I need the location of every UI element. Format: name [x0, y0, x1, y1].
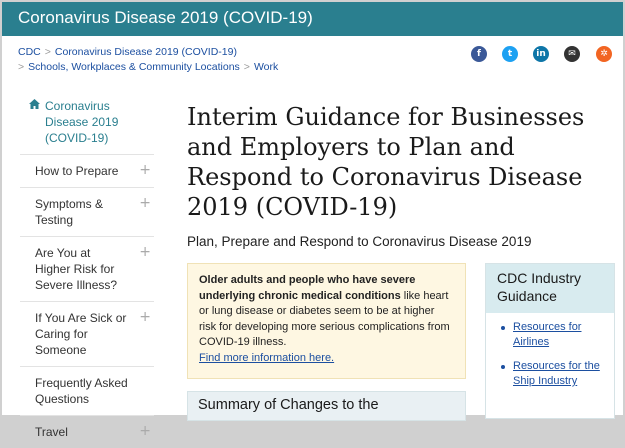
sidebar-item-higher-risk[interactable] [20, 237, 154, 302]
high-risk-callout [187, 263, 466, 379]
sidebar-nav [20, 92, 154, 448]
sidebar-item-label: Symptoms & Testing [35, 197, 104, 227]
breadcrumb-separator: > [44, 46, 51, 58]
list-item [498, 359, 602, 389]
page-title: Interim Guidance for Businesses and Employers to Plan and Respond to Coronavirus Disease 2019 (COVID-19) [187, 103, 585, 221]
twitter-icon[interactable]: t [502, 46, 518, 62]
list-item [498, 320, 602, 350]
syndicate-icon[interactable]: ✲ [596, 46, 612, 62]
sidebar-item-how-to-prepare[interactable] [20, 155, 154, 188]
breadcrumb-schools[interactable]: Schools, Workplaces & Community Locations [28, 61, 240, 73]
home-icon [29, 99, 40, 109]
page-frame [2, 2, 623, 439]
breadcrumb-separator: > [243, 61, 250, 73]
sidebar-item-label: How to Prepare [35, 164, 119, 178]
expand-plus-icon[interactable]: + [139, 309, 151, 325]
sidebar-item-label: Frequently Asked Questions [35, 376, 128, 406]
breadcrumb [18, 45, 278, 75]
sidebar-item-if-sick[interactable] [20, 302, 154, 367]
expand-plus-icon[interactable]: + [139, 162, 151, 178]
ship-industry-resources-link[interactable]: Resources for the Ship Industry [513, 360, 600, 387]
sidebar-item-home[interactable] [20, 92, 154, 155]
sidebar-home-label: Coronavirus Disease 2019 (COVID-19) [45, 99, 119, 145]
sidebar-item-travel[interactable] [20, 416, 154, 448]
airlines-resources-link[interactable]: Resources for Airlines [513, 321, 582, 348]
sidebar-item-label: Are You at Higher Risk for Severe Illness? [35, 246, 118, 292]
industry-guidance-list [486, 313, 614, 389]
sidebar-item-faq[interactable] [20, 367, 154, 416]
expand-plus-icon[interactable]: + [139, 195, 151, 211]
email-icon[interactable]: ✉ [564, 46, 580, 62]
facebook-icon[interactable]: f [471, 46, 487, 62]
sidebar-item-label: If You Are Sick or Caring for Someone [35, 311, 127, 357]
breadcrumb-cdc[interactable]: CDC [18, 46, 41, 58]
site-title[interactable]: Coronavirus Disease 2019 (COVID-19) [18, 8, 313, 27]
callout-bold-text: Older adults and people who have severe underlying chronic medical conditions [199, 274, 416, 302]
breadcrumb-covid19[interactable]: Coronavirus Disease 2019 (COVID-19) [54, 46, 237, 58]
callout-text: like heart or lung disease or diabetes seem to be at higher risk for developing more serious complications from COVID-19 illness. [199, 289, 450, 348]
linkedin-icon[interactable]: in [533, 46, 549, 62]
summary-of-changes-heading[interactable]: Summary of Changes to the [187, 391, 466, 421]
industry-guidance-title: CDC Industry Guidance [486, 264, 614, 313]
breadcrumb-separator: > [18, 61, 25, 73]
industry-guidance-panel [485, 263, 615, 419]
sidebar-item-label: Travel [35, 425, 68, 439]
expand-plus-icon[interactable]: + [139, 423, 151, 439]
callout-more-info-link[interactable]: Find more information here. [199, 351, 335, 364]
expand-plus-icon[interactable]: + [139, 244, 151, 260]
site-header [2, 2, 623, 36]
sidebar-item-symptoms-testing[interactable] [20, 188, 154, 237]
breadcrumb-work[interactable]: Work [253, 61, 279, 73]
page-subtitle: Plan, Prepare and Respond to Coronavirus Disease 2019 [187, 234, 532, 249]
